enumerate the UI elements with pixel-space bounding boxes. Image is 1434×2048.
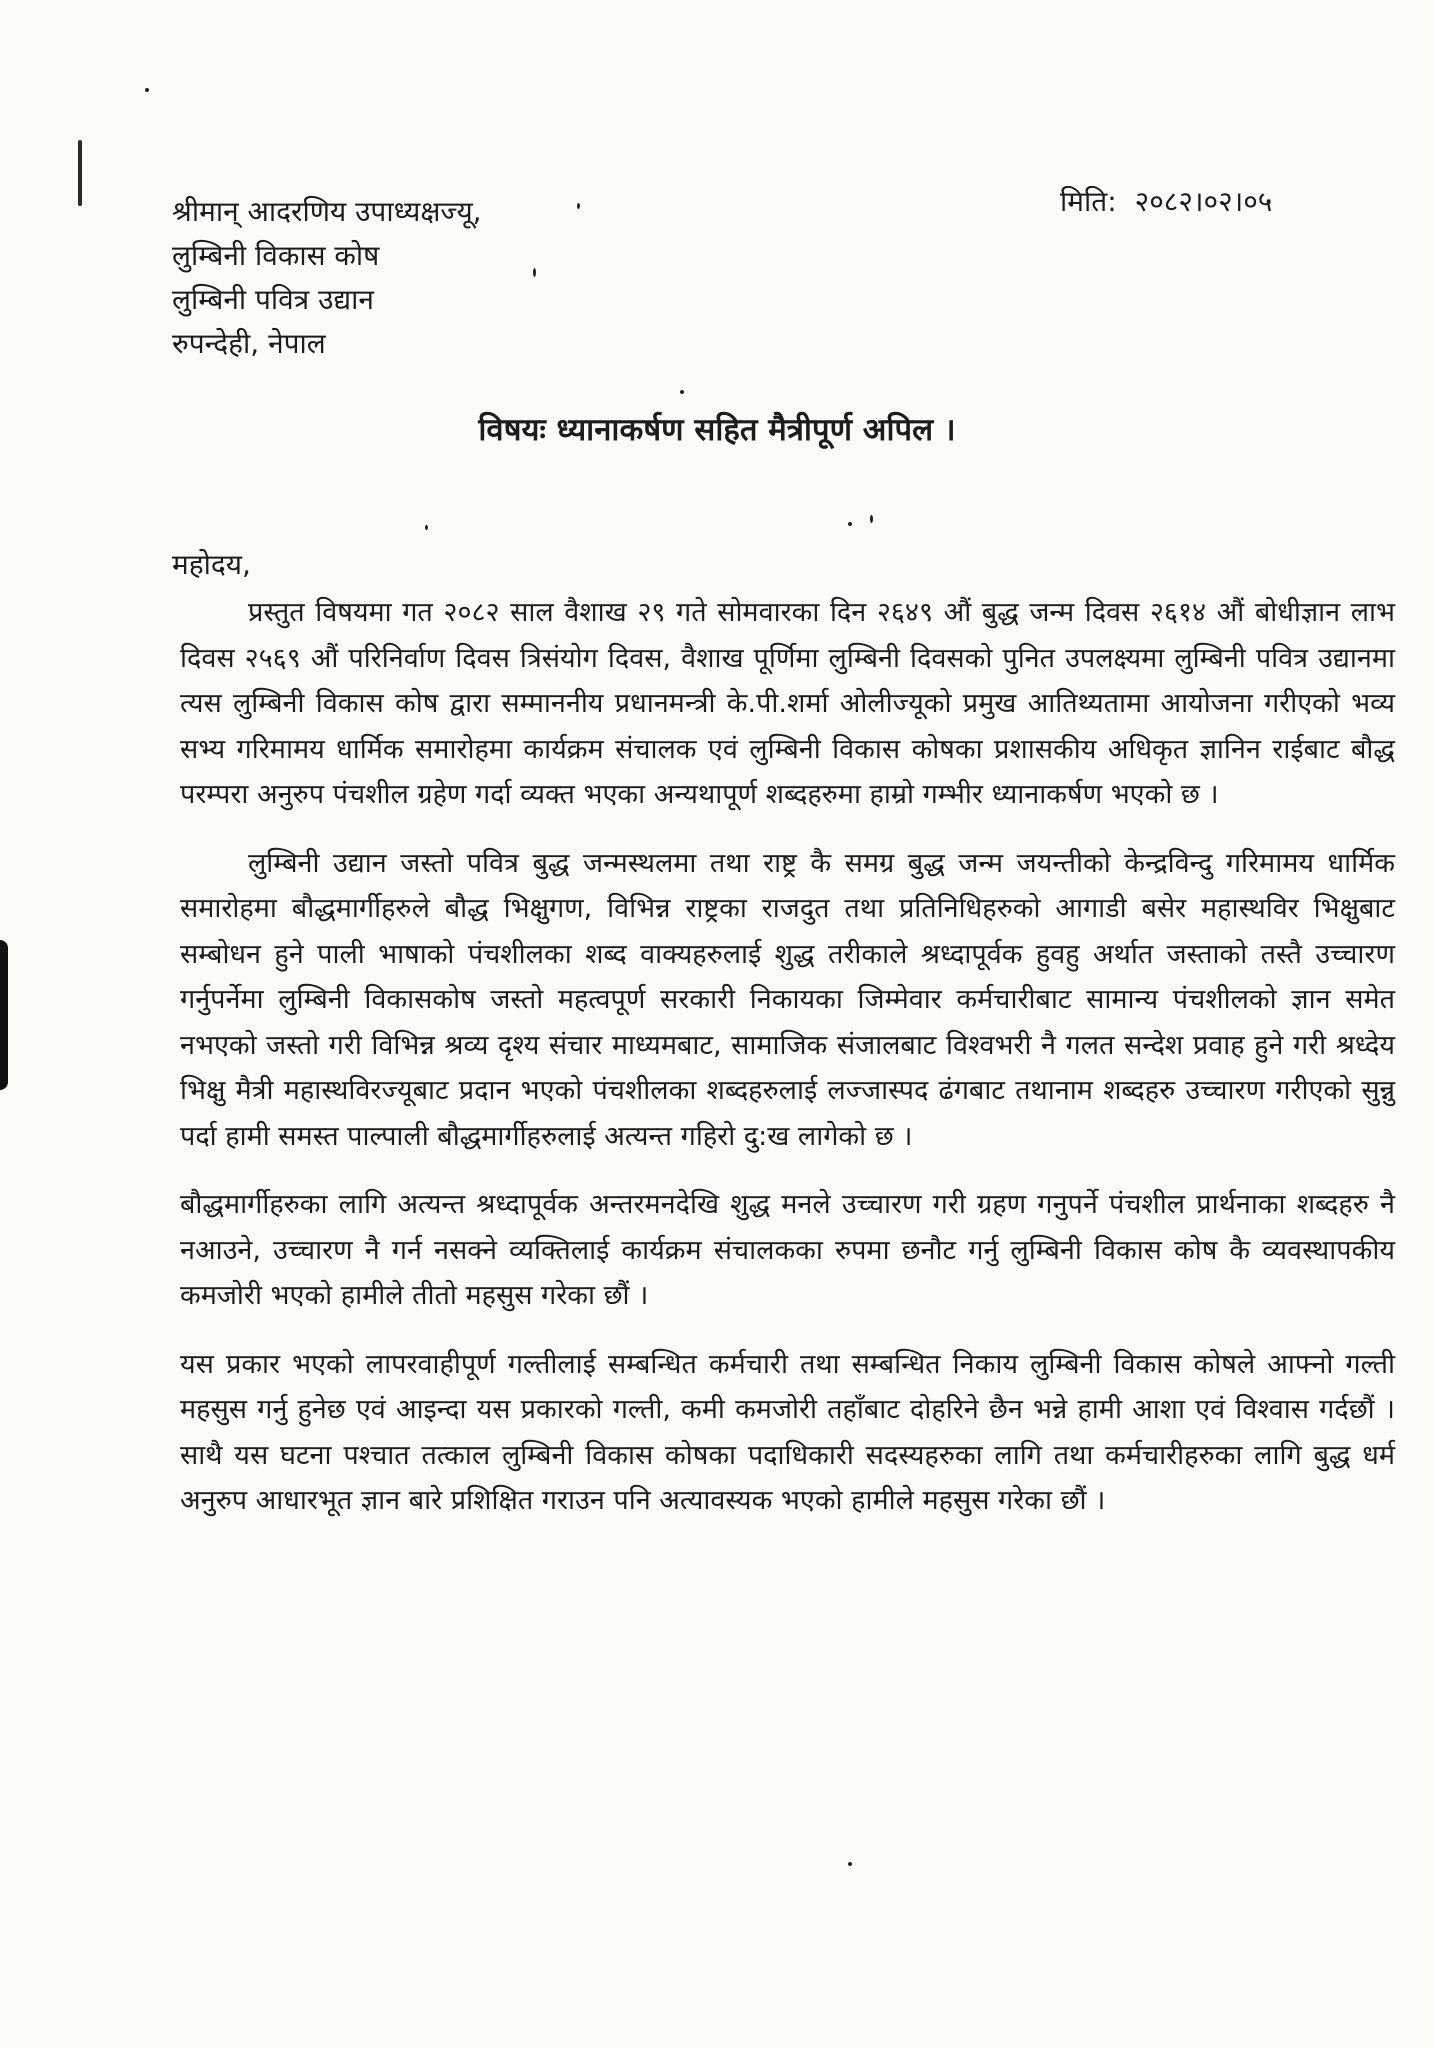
letter-subject: विषयः ध्यानाकर्षण सहित मैत्रीपूर्ण अपिल । xyxy=(478,412,956,448)
date-value: २०८२।०२।०५ xyxy=(1134,185,1273,218)
scan-speck xyxy=(145,88,149,92)
recipient-line: लुम्बिनी विकास कोष xyxy=(172,239,380,272)
recipient-line: लुम्बिनी पवित्र उद्यान xyxy=(172,283,374,316)
body-paragraph: बौद्धमार्गीहरुका लागि अत्यन्त श्रध्दापूर्वक अन्तरमनदेखि शुद्ध मनले उच्चारण गरी ग्रहण गनुपर्ने पंचशील प्रार्थनाका शब्दहरु नै नआउने, उच्चारण नै गर्न नसक्ने व्यक्तिलाई कार्यक्रम संचालकका रुपमा छनौट गर्नु लुम्बिनी विकास कोष कै व्यवस्थापकीय कमजोरी भएको हामीले तीतो महसुस गरेका छौं । xyxy=(180,1189,1395,1311)
letter-date xyxy=(1060,182,1290,220)
scan-speck xyxy=(848,1862,852,1866)
date-label: मिति: xyxy=(1060,185,1117,218)
scan-speck xyxy=(425,525,428,530)
recipient-line: रुपन्देही, नेपाल xyxy=(172,327,326,360)
scan-edge-smudge xyxy=(0,940,8,1090)
letter-body xyxy=(180,590,1395,1547)
body-paragraph: लुम्बिनी उद्यान जस्तो पवित्र बुद्ध जन्मस्थलमा तथा राष्ट्र कै समग्र बुद्ध जन्म जयन्तीको केन्द्रविन्दु गरिमामय धार्मिक समारोहमा बौद्धमार्गीहरुले बौद्ध भिक्षुगण, विभिन्न राष्ट्रका राजदुत तथा प्रतिनिधिहरुको आगाडी बसेर महास्थविर भिक्षुबाट सम्बोधन हुने पाली भाषाको पंचशीलका शब्द वाक्यहरुलाई शुद्ध तरीकाले श्रध्दापूर्वक हुवहु अर्थात जस्ताको तस्तै उच्चारण गर्नुपर्नेमा लुम्बिनी विकासकोष जस्तो महत्वपूर्ण सरकारी निकायका जिम्मेवार कर्मचारीबाट सामान्य पंचशीलको ज्ञान समेत नभएको जस्तो गरी विभिन्न श्रव्य दृश्य संचार माध्यमबाट, सामाजिक संजालबाट विश्वभरी नै गलत सन्देश प्रवाह हुने गरी श्रध्देय भिक्षु मैत्री महास्थविरज्यूबाट प्रदान भएको पंचशीलका शब्दहरुलाई लज्जास्पद ढंगबाट तथानाम शब्दहरु उच्चारण गरीएको सुन्नु पर्दा हामी समस्त पाल्पाली बौद्धमार्गीहरुलाई अत्यन्त गहिरो दु:ख लागेको छ । xyxy=(180,847,1395,1152)
scan-speck xyxy=(680,390,684,394)
body-paragraph: यस प्रकार भएको लापरवाहीपूर्ण गल्तीलाई सम्बन्धित कर्मचारी तथा सम्बन्धित निकाय लुम्बिनी विकास कोषले आफ्नो गल्ती महसुस गर्नु हुनेछ एवं आइन्दा यस प्रकारको गल्ती, कमी कमजोरी तहाँबाट दोहरिने छैन भन्ने हामी आशा एवं विश्वास गर्दछौं । साथै यस घटना पश्चात तत्काल लुम्बिनी विकास कोषका पदाधिकारी सदस्यहरुका लागि तथा कर्मचारीहरुका लागि बुद्ध धर्म अनुरुप आधारभूत ज्ञान बारे प्रशिक्षित गराउन पनि अत्यावस्यक भएको हामीले महसुस गरेका छौं । xyxy=(180,1348,1395,1516)
scan-speck xyxy=(848,522,852,526)
scan-speck xyxy=(870,515,873,523)
recipient-line: श्रीमान् आदरणिय उपाध्यक्षज्यू, xyxy=(172,195,482,228)
body-paragraph: प्रस्तुत विषयमा गत २०८२ साल वैशाख २९ गते सोमवारका दिन २६४९ औं बुद्ध जन्म दिवस २६१४ औं बोधीज्ञान लाभ दिवस २५६९ औं परिनिर्वाण दिवस त्रिसंयोग दिवस, वैशाख पूर्णिमा लुम्बिनी दिवसको पुनित उपलक्ष्यमा लुम्बिनी पवित्र उद्यानमा त्यस लुम्बिनी विकास कोष द्वारा सम्माननीय प्रधानमन्त्री के.पी.शर्मा ओलीज्यूको प्रमुख आतिथ्यतामा आयोजना गरीएको भव्य सभ्य गरिमामय धार्मिक समारोहमा कार्यक्रम संचालक एवं लुम्बिनी विकास कोषका प्रशासकीय अधिकृत ज्ञानिन राईबाट बौद्ध परम्परा अनुरुप पंचशील ग्रहेण गर्दा व्यक्त भएका अन्यथापूर्ण शब्दहरुमा हाम्रो गम्भीर ध्यानाकर्षण भएको छ । xyxy=(180,597,1395,810)
margin-bracket-mark xyxy=(78,140,82,206)
recipient-address xyxy=(172,190,872,366)
salutation: महोदय, xyxy=(172,548,251,581)
